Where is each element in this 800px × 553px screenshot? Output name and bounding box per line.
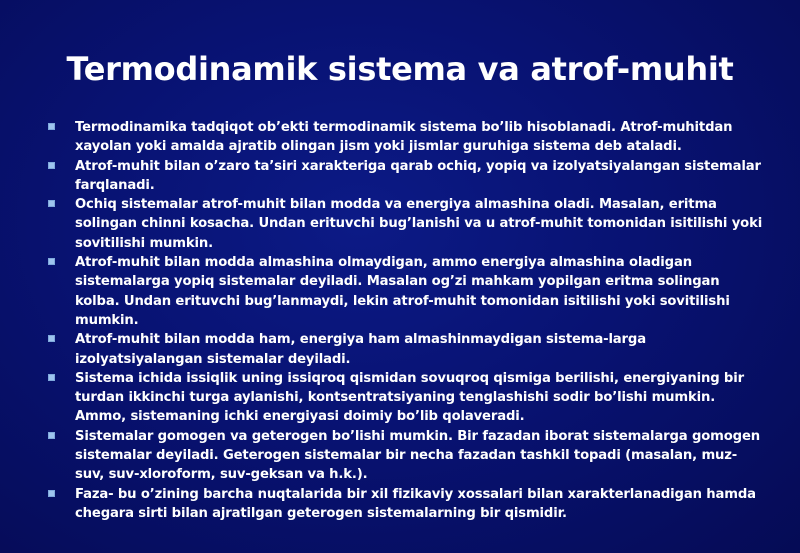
- bullet-text: Ochiq sistemalar atrof-muhit bilan modda va energiya almashina oladi. Masalan, eritma solingan chinni kosacha. Undan erituvchi bug’lanishi va u atrof-muhit tomonidan isitilishi yoki sovitilishi mumkin.: [75, 197, 763, 251]
- square-bullet-icon: [48, 162, 55, 169]
- square-bullet-icon: [48, 258, 55, 265]
- bullet-text: Atrof-muhit bilan modda almashina olmaydigan, ammo energiya almashina oladigan sistemalarga yopiq sistemalar deyiladi. Masalan og’zi mahkam yopilgan eritma solingan kolba. Undan erituvchi bug’lanmaydi, lekin atrof-muhit tomonidan isitilishi yoki sovitilishi mumkin.: [75, 255, 730, 328]
- bullet-item: [48, 157, 763, 196]
- square-bullet-icon: [48, 432, 55, 439]
- bullet-item: [48, 330, 763, 369]
- bullet-item: [48, 253, 763, 330]
- bullet-item: [48, 118, 763, 157]
- bullet-text: Sistemalar gomogen va geterogen bo’lishi mumkin. Bir fazadan iborat sistemalarga gomogen sistemalar deyiladi. Geterogen sistemalar bir necha fazadan tashkil topadi (masalan, muz-suv, suv-xloroform, suv-geksan va h.k.).: [75, 428, 760, 483]
- bullet-item: [48, 427, 763, 485]
- bullet-text: Sistema ichida issiqlik uning issiqroq qismidan sovuqroq qismiga berilishi, energiyaning bir turdan ikkinchi turga aylanishi, kontsentratsiyaning tenglashishi sodir bo’lishi mumkin. Ammo, sistemaning ichki energiyasi doimiy bo’lib qolaveradi.: [75, 370, 744, 425]
- square-bullet-icon: [48, 335, 55, 342]
- slide-title: Termodinamik sistema va atrof-muhit: [66, 50, 734, 88]
- square-bullet-icon: [48, 490, 55, 497]
- square-bullet-icon: [48, 200, 55, 207]
- bullet-text: Faza- bu o’zining barcha nuqtalarida bir xil fizikaviy xossalari bilan xarakterlanadigan hamda chegara sirti bilan ajratilgan geterogen sistemalarning bir qismidir.: [75, 486, 756, 521]
- bullet-text: Termodinamika tadqiqot ob’ekti termodinamik sistema bo’lib hisoblanadi. Atrof-muhitdan xayolan yoki amalda ajratib olingan jism yoki jismlar guruhiga sistema deb ataladi.: [75, 120, 733, 155]
- square-bullet-icon: [48, 374, 55, 381]
- bullet-item: [48, 369, 763, 427]
- square-bullet-icon: [48, 123, 55, 130]
- bullet-list: [48, 118, 763, 523]
- bullet-item: [48, 195, 763, 253]
- bullet-text: Atrof-muhit bilan modda ham, energiya ham almashinmaydigan sistema-larga izolyatsiyalangan sistemalar deyiladi.: [75, 332, 646, 367]
- bullet-item: [48, 485, 763, 524]
- bullet-text: Atrof-muhit bilan o’zaro ta’siri xarakteriga qarab ochiq, yopiq va izolyatsiyalangan sistemalar farqlanadi.: [75, 158, 761, 193]
